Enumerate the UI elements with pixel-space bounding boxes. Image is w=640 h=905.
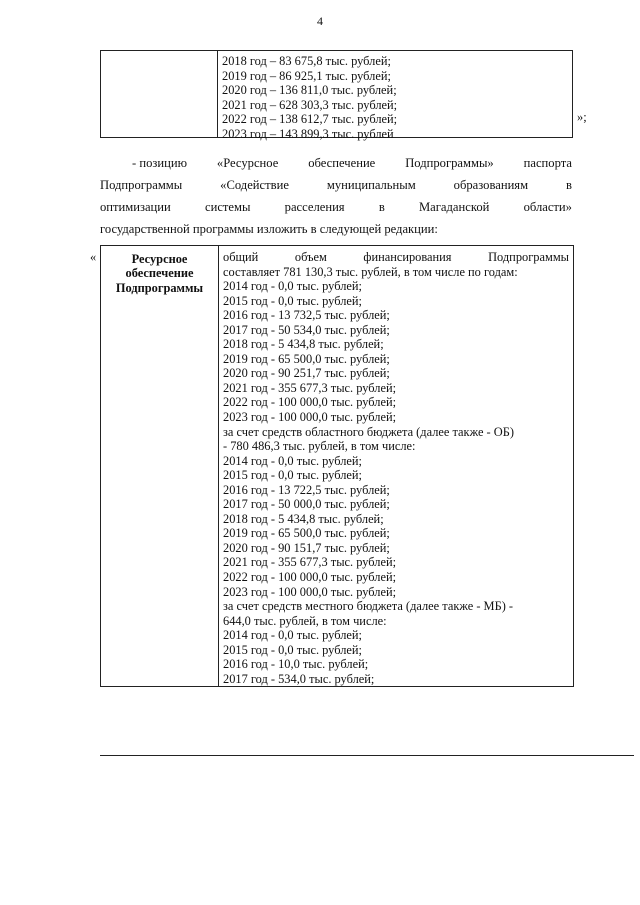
word: - позицию <box>132 156 187 170</box>
top-table-line: 2023 год – 143 899,3 тыс. рублей <box>222 126 394 141</box>
ob-year: 2014 год - 0,0 тыс. рублей; <box>223 453 362 468</box>
total-year: 2021 год - 355 677,3 тыс. рублей; <box>223 380 397 395</box>
word: области» <box>523 200 572 214</box>
top-table-line: 2021 год – 628 303,3 тыс. рублей; <box>222 97 398 112</box>
top-table-line: 2019 год – 86 925,1 тыс. рублей; <box>222 68 391 83</box>
word: паспорта <box>523 156 572 170</box>
word: обеспечение <box>308 156 376 170</box>
word: Подпрограммы <box>488 250 569 264</box>
closing-quote: »; <box>577 110 587 124</box>
word: оптимизации <box>100 200 171 214</box>
mb-year: 2016 год - 10,0 тыс. рублей; <box>223 657 369 672</box>
mb-line-2: 644,0 тыс. рублей, в том числе: <box>223 613 387 628</box>
ob-year: 2022 год - 100 000,0 тыс. рублей; <box>223 570 397 585</box>
resource-table-divider <box>218 246 219 686</box>
ob-year: 2023 год - 100 000,0 тыс. рублей; <box>223 584 397 599</box>
word: «Содействие <box>220 178 289 192</box>
label-line: Ресурсное <box>131 252 188 266</box>
top-table-line: 2022 год – 138 612,7 тыс. рублей; <box>222 112 398 127</box>
paragraph-line-2 <box>100 174 572 196</box>
ob-year: 2015 год - 0,0 тыс. рублей; <box>223 468 362 483</box>
total-year: 2016 год - 13 732,5 тыс. рублей; <box>223 308 390 323</box>
resource-table <box>100 245 574 687</box>
resource-content <box>223 250 569 686</box>
ob-year: 2021 год - 355 677,3 тыс. рублей; <box>223 555 397 570</box>
amendment-paragraph <box>100 152 572 240</box>
ob-year: 2017 год - 50 000,0 тыс. рублей; <box>223 497 390 512</box>
word: объем <box>294 250 327 264</box>
intro-line-1 <box>223 250 569 265</box>
ob-year: 2018 год - 5 434,8 тыс. рублей; <box>223 511 384 526</box>
word: финансирования <box>363 250 452 264</box>
total-year: 2019 год - 65 500,0 тыс. рублей; <box>223 351 390 366</box>
total-year: 2017 год - 50 534,0 тыс. рублей; <box>223 322 390 337</box>
total-year: 2023 год - 100 000,0 тыс. рублей; <box>223 410 397 425</box>
top-table <box>100 50 573 141</box>
word: Подпрограммы <box>100 178 183 192</box>
mb-year: 2014 год - 0,0 тыс. рублей; <box>223 628 362 643</box>
resource-label <box>101 252 218 295</box>
label-line: Подпрограммы <box>115 280 204 295</box>
intro-line-2: составляет 781 130,3 тыс. рублей, в том числе по годам: <box>223 264 518 279</box>
top-table-line: 2020 год – 136 811,0 тыс. рублей; <box>222 83 397 98</box>
ob-year: 2020 год - 90 151,7 тыс. рублей; <box>223 540 390 555</box>
ob-year: 2016 год - 13 722,5 тыс. рублей; <box>223 482 390 497</box>
word: образованиям <box>453 178 529 192</box>
word: «Ресурсное <box>216 156 279 170</box>
top-table-divider <box>217 51 218 137</box>
word: расселения <box>284 200 345 214</box>
paragraph-line-1 <box>100 152 572 174</box>
label-line: обеспечение <box>125 266 194 281</box>
opening-quote: « <box>90 250 97 264</box>
paragraph-line-3 <box>100 196 572 218</box>
top-table-line: 2018 год – 83 675,8 тыс. рублей; <box>222 54 391 68</box>
mb-line-1: за счет средств местного бюджета (далее также - МБ) - <box>223 599 514 614</box>
total-year: 2020 год - 90 251,7 тыс. рублей; <box>223 366 390 381</box>
top-table-lines <box>222 54 397 142</box>
total-year: 2018 год - 5 434,8 тыс. рублей; <box>223 337 384 352</box>
ob-line-2: - 780 486,3 тыс. рублей, в том числе: <box>223 439 416 454</box>
word: в <box>378 200 385 214</box>
paragraph-line-4: государственной программы изложить в следующей редакции: <box>100 222 438 236</box>
total-year: 2015 год - 0,0 тыс. рублей; <box>223 293 362 308</box>
word: Подпрограммы» <box>405 156 494 170</box>
word: общий <box>223 250 259 264</box>
mb-year: 2017 год - 534,0 тыс. рублей; <box>223 671 375 686</box>
word: в <box>566 178 572 192</box>
page-number: 4 <box>317 14 323 28</box>
mb-year: 2015 год - 0,0 тыс. рублей; <box>223 642 362 657</box>
total-year: 2022 год - 100 000,0 тыс. рублей; <box>223 395 397 410</box>
footer-rule <box>100 755 634 756</box>
word: системы <box>204 200 251 214</box>
word: Магаданской <box>418 200 490 214</box>
ob-year: 2019 год - 65 500,0 тыс. рублей; <box>223 526 390 541</box>
ob-line-1: за счет средств областного бюджета (далее также - ОБ) <box>223 424 514 439</box>
total-year: 2014 год - 0,0 тыс. рублей; <box>223 279 362 294</box>
word: муниципальным <box>326 178 416 192</box>
